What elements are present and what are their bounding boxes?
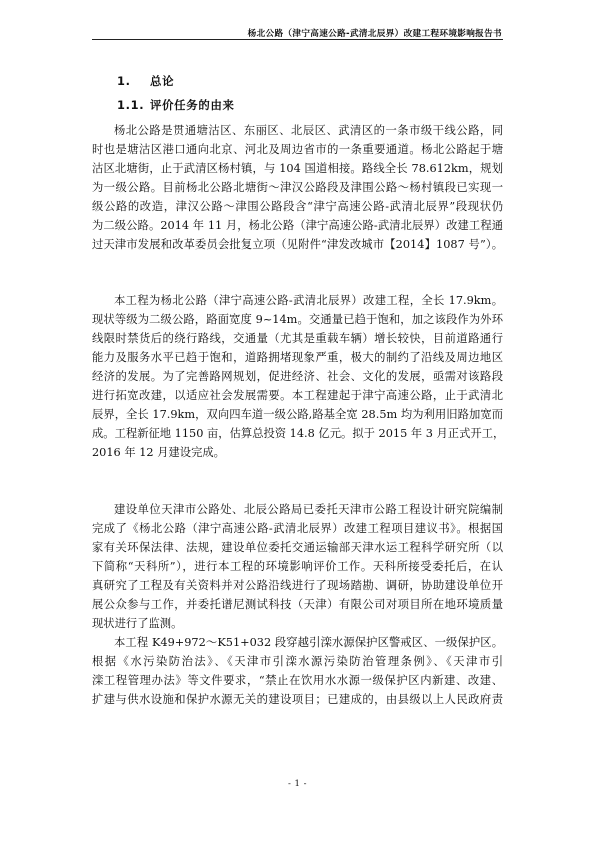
paragraph-line: 真研究了工程及有关资料并对公路沿线进行了现场踏勘、调研，协助建设单位开 [92,579,503,592]
paragraph-line: 下简称“天科所”），进行本工程的环境影响评价工作。天科所接受委托后，在认 [92,560,503,573]
paragraph-line: 进行拓宽改建，以适应社会发展需要。本工程建起于津宁高速公路，止于武清北 [92,389,503,402]
paragraph-origin [92,121,503,254]
running-header: 杨北公路（津宁高速公路-武清北辰界）改建工程环境影响报告书 [247,29,502,39]
subsection-heading [117,97,235,113]
paragraph-line: 滦工程管理办法》等文件要求，“禁止在饮用水水源一级保护区内新建、改建、 [92,674,503,687]
paragraph-line: 成。工程新征地 1150 亩，估算总投资 14.8 亿元。拟于 2015 年 3 月正式开工， [92,427,505,440]
paragraph-commission [92,500,503,633]
paragraph-project [92,291,503,462]
paragraph-line: 沽区北塘街，止于武清区杨村镇，与 104 国道相接。路线全长 78.612km，规划 [92,162,503,175]
section-number: 1. [117,74,131,88]
section-heading [117,73,174,89]
paragraph-line: 2016 年 12 月建设完成。 [92,446,225,459]
paragraph-line: 根据《水污染防治法》、《天津市引滦水源污染防治管理条例》、《天津市引 [92,655,503,668]
paragraph-line: 本工程为杨北公路（津宁高速公路-武清北辰界）改建工程，全长 17.9km。 [114,294,503,307]
paragraph-line: 完成了《杨北公路（津宁高速公路-武清北辰界）改建工程项目建议书》。根据国 [92,522,503,535]
paragraph-line: 现状等级为二级公路，路面宽度 9~14m。交通量已趋于饱和，加之该段作为外环 [92,313,503,326]
paragraph-line: 杨北公路是贯通塘沽区、东丽区、北辰区、武清区的一条市级干线公路，同 [114,124,503,137]
paragraph-line: 时也是塘沽区港口通向北京、河北及周边省市的一条重要通道。杨北公路起于塘 [92,143,503,156]
paragraph-line: 辰界，全长 17.9km，双向四车道一级公路,路基全宽 28.5m 均为利用旧路加宽而 [92,408,503,421]
paragraph-line: 过天津市发展和改革委员会批复立项（见附件“津发改城市【2014】1087 号”）。 [92,238,503,251]
paragraph-water-protection [92,633,503,709]
paragraph-line: 经济的发展。为了完善路网规划，促进经济、社会、文化的发展，亟需对该路段 [92,370,503,383]
paragraph-line: 家有关环保法律、法规，建设单位委托交通运输部天津水运工程科学研究所（以 [92,541,503,554]
paragraph-line: 本工程 K49+972～K51+032 段穿越引滦水源保护区警戒区、一级保护区。 [114,636,503,649]
paragraph-line: 建设单位天津市公路处、北辰公路局已委托天津市公路工程设计研究院编制 [114,503,503,516]
paragraph-line: 能力及服务水平已趋于饱和，道路拥堵现象严重，极大的制约了沿线及周边地区 [92,351,503,364]
section-title: 总论 [150,74,175,88]
subsection-number: 1.1. [117,98,145,112]
page-number: - 1 - [287,779,308,789]
paragraph-line: 展公众参与工作，并委托谱尼测试科技（天津）有限公司对项目所在地环境质量 [92,598,503,611]
paragraph-line: 现状进行了监测。 [92,617,183,630]
paragraph-line: 扩建与供水设施和保护水源无关的建设项目；已建成的，由县级以上人民政府责 [92,693,503,706]
paragraph-line: 为二级公路。2014 年 11 月，杨北公路（津宁高速公路-武清北辰界）改建工程通 [92,219,503,232]
subsection-title: 评价任务的由来 [150,98,235,112]
paragraph-line: 级公路的改造，津汉公路～津围公路段含“津宁高速公路-武清北辰界”段现状仍 [92,200,503,213]
paragraph-line: 为一级公路。目前杨北公路北塘街～津汉公路段及津围公路～杨村镇段已实现一 [92,181,503,194]
paragraph-line: 线限时禁货后的绕行路线，交通量（尤其是重载车辆）增长较快，目前道路通行 [92,332,503,345]
header-rule [92,39,503,40]
